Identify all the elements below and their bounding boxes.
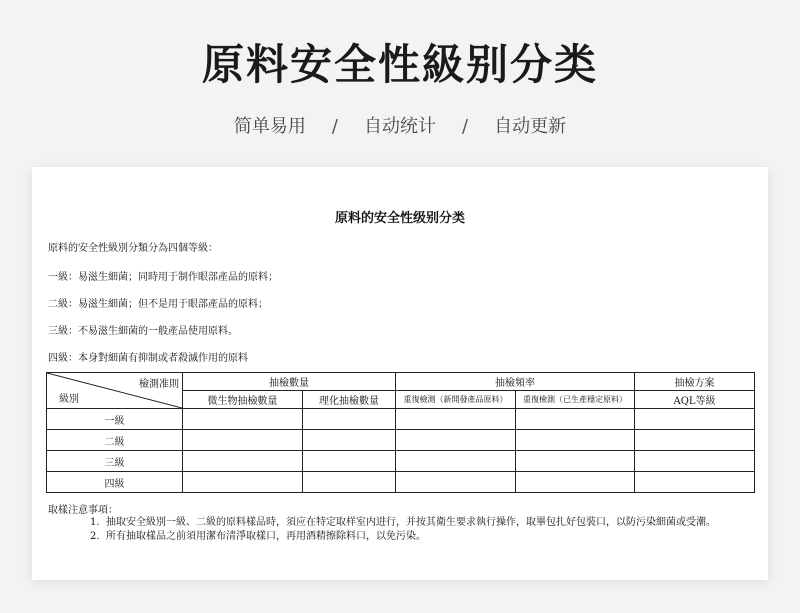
table-row bbox=[47, 430, 755, 451]
table-cell[interactable] bbox=[303, 472, 396, 493]
table-cell[interactable] bbox=[183, 451, 303, 472]
level-definition: 二級：易滋生細菌；但不是用于眼部產品的原料； bbox=[48, 299, 268, 310]
level-definition: 一級：易滋生細菌；同時用于制作眼部產品的原料； bbox=[48, 272, 278, 283]
group-header: 抽檢數量 bbox=[183, 373, 396, 391]
column-header: AQL等級 bbox=[635, 391, 755, 409]
notes-list bbox=[90, 516, 716, 544]
table-cell[interactable] bbox=[516, 430, 635, 451]
corner-label-criteria: 檢測准則 bbox=[139, 379, 179, 390]
group-header: 抽檢頻率 bbox=[396, 373, 635, 391]
table-cell[interactable] bbox=[303, 430, 396, 451]
level-cell: 四級 bbox=[47, 472, 183, 493]
corner-label-level: 級別 bbox=[59, 394, 79, 405]
table-cell[interactable] bbox=[183, 472, 303, 493]
feature-tag: 自动统计 bbox=[364, 116, 436, 137]
level-cell: 一級 bbox=[47, 409, 183, 430]
notes-title: 取樣注意事項： bbox=[48, 505, 118, 516]
table-cell[interactable] bbox=[396, 451, 516, 472]
feature-tag: 自动更新 bbox=[494, 116, 567, 137]
table-cell[interactable] bbox=[516, 409, 635, 430]
tag-separator: / bbox=[462, 116, 469, 137]
group-header: 抽檢方案 bbox=[635, 373, 755, 391]
note-item bbox=[90, 516, 716, 530]
table-cell[interactable] bbox=[635, 409, 755, 430]
page-title: 原料安全性級别分类 bbox=[201, 40, 598, 89]
table-cell[interactable] bbox=[303, 451, 396, 472]
table-cell[interactable] bbox=[303, 409, 396, 430]
feature-tag: 简单易用 bbox=[233, 116, 306, 137]
column-header: 重復檢測（已生產穩定原料） bbox=[516, 391, 635, 409]
table-cell[interactable] bbox=[396, 472, 516, 493]
level-definition: 三級：不易滋生細菌的一般產品使用原料。 bbox=[48, 326, 238, 337]
note-text: 所有抽取樣品之前須用潔布清淨取樣口，再用酒精擦除料口，以免污染。 bbox=[106, 531, 426, 542]
table-cell[interactable] bbox=[635, 430, 755, 451]
column-header: 重復檢測（新開發產品原料） bbox=[396, 391, 516, 409]
level-cell: 三級 bbox=[47, 451, 183, 472]
note-item bbox=[90, 530, 716, 544]
table-cell[interactable] bbox=[183, 409, 303, 430]
intro-text: 原料的安全性級別分類分為四個等級： bbox=[48, 243, 218, 254]
note-number: 1. bbox=[90, 517, 100, 528]
table-row bbox=[47, 451, 755, 472]
note-text: 抽取安全級別一級、二級的原料樣品時，須应在特定取样室内进行，并按其衛生要求執行操作，取畢包扎好包裝口，以防污染細菌或受潮。 bbox=[106, 517, 716, 528]
table-cell[interactable] bbox=[516, 451, 635, 472]
column-header: 理化抽檢數量 bbox=[303, 391, 396, 409]
document-sheet bbox=[32, 167, 768, 580]
table-row bbox=[47, 472, 755, 493]
document-title: 原料的安全性级别分类 bbox=[334, 211, 465, 226]
table-corner-header bbox=[47, 373, 183, 409]
table-cell[interactable] bbox=[396, 409, 516, 430]
table-cell[interactable] bbox=[635, 451, 755, 472]
note-number: 2. bbox=[90, 531, 100, 542]
level-cell: 二級 bbox=[47, 430, 183, 451]
sampling-table bbox=[46, 372, 755, 493]
feature-tags bbox=[0, 112, 800, 138]
table-row bbox=[47, 409, 755, 430]
level-definition: 四級：本身對細菌有抑制或者殺滅作用的原料 bbox=[48, 353, 248, 364]
table-cell[interactable] bbox=[396, 430, 516, 451]
table-cell[interactable] bbox=[516, 472, 635, 493]
tag-separator: / bbox=[331, 116, 338, 137]
column-header: 微生物抽檢數量 bbox=[183, 391, 303, 409]
table-cell[interactable] bbox=[183, 430, 303, 451]
table-cell[interactable] bbox=[635, 472, 755, 493]
